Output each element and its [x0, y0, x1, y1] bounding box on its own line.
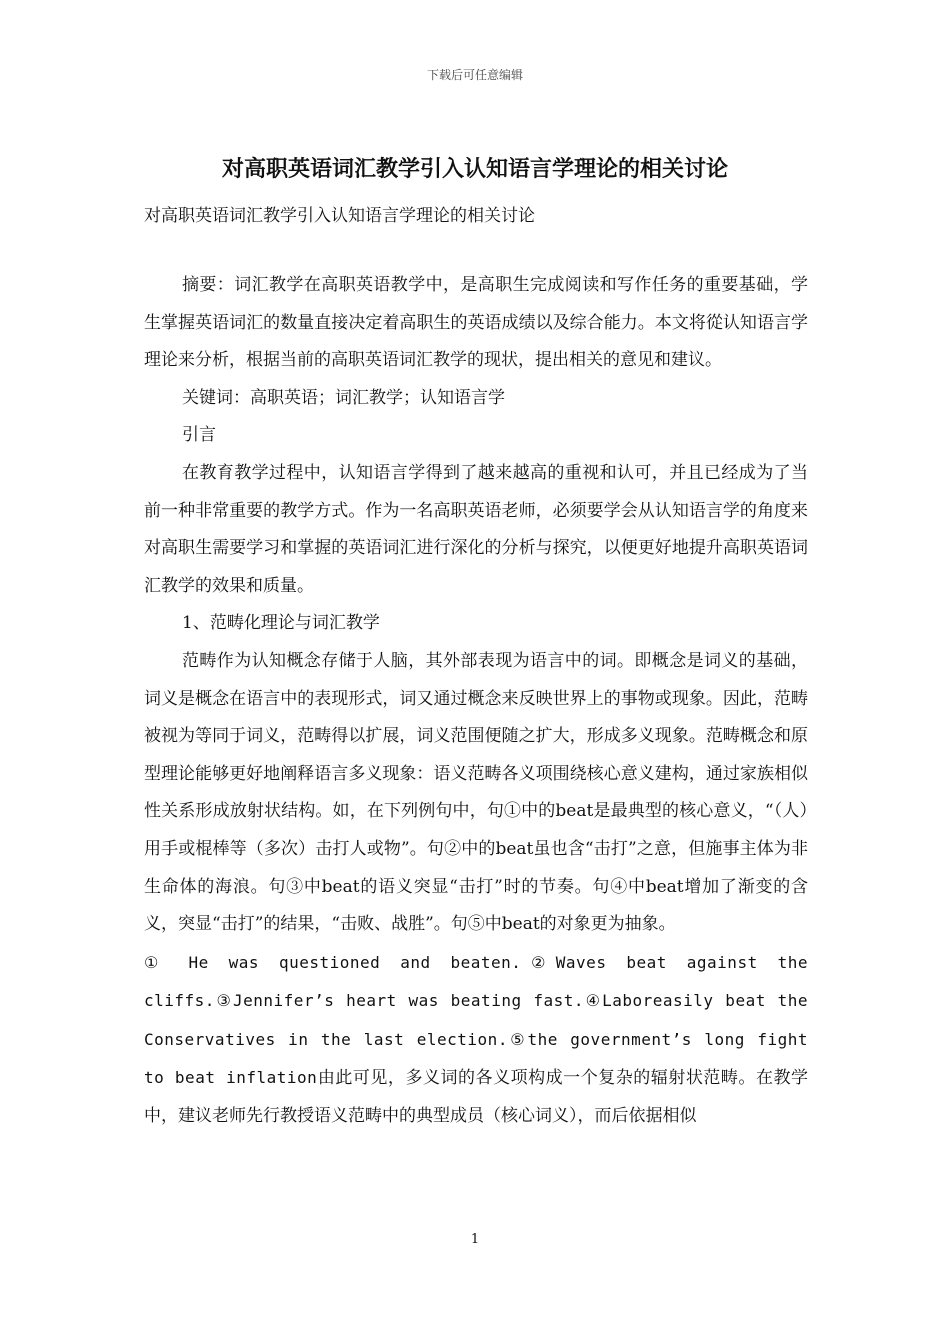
example-conclusion: 由此可见，多义词的各义项构成一个复杂的辐射状范畴。在教学中，建议老师先行教授语义范畴中的典型成员（核心词义），而后依据相似 [144, 1068, 808, 1127]
document-body [144, 267, 808, 1136]
section1-heading: 1、范畴化理论与词汇教学 [182, 613, 380, 634]
intro-heading: 引言 [182, 425, 216, 446]
keywords-paragraph: 关键词：高职英语；词汇教学；认知语言学 [182, 387, 505, 408]
intro-paragraph: 在教育教学过程中，认知语言学得到了越来越高的重视和认可，并且已经成为了当前一种非常重要的教学方式。作为一名高职英语老师，必须要学会从认知语言学的角度来对高职生需要学习和掌握的英语词汇进行深化的分析与探究，以便更好地提升高职英语词汇教学的效果和质量。 [144, 462, 808, 596]
document-title: 对高职英语词汇教学引入认知语言学理论的相关讨论 [221, 156, 728, 182]
page-header: 下载后可任意编辑 [426, 68, 523, 82]
section1-paragraph [144, 643, 808, 1136]
abstract-paragraph: 摘要：词汇教学在高职英语教学中，是高职生完成阅读和写作任务的重要基础，学生掌握英语词汇的数量直接决定着高职生的英语成绩以及综合能力。本文将從认知语言学理论来分析，根据当前的高职英语词汇教学的现状，提出相关的意见和建议。 [144, 275, 808, 371]
example-sentences: ① He was questioned and beaten.②Waves beat against the cliffs.③Jennifer’s heart was beating fast.④Laboreasily beat the Conservatives in the last election.⑤the government’s long fight to beat inflation [144, 952, 808, 1088]
document-subtitle: 对高职英语词汇教学引入认知语言学理论的相关讨论 [144, 206, 535, 226]
section1-body: 范畴作为认知概念存储于人脑，其外部表现为语言中的词。即概念是词义的基础，词义是概念在语言中的表现形式，词又通过概念来反映世界上的事物或现象。因此，范畴被视为等同于词义，范畴得以扩展，词义范围便随之扩大，形成多义现象。范畴概念和原型理论能够更好地阐释语言多义现象：语义范畴各义项围绕核心意义建构，通过家族相似性关系形成放射状结构。如，在下列例句中，句①中的beat是最典型的核心意义，“（人）用手或棍棒等（多次）击打人或物”。句②中的beat虽也含“击打”之意，但施事主体为非生命体的海浪。句③中beat的语义突显“击打”时的节奏。句④中beat增加了渐变的含义，突显“击打”的结果，“击败、战胜”。句⑤中beat的对象更为抽象。 [144, 650, 808, 935]
page-number: 1 [470, 1232, 480, 1247]
